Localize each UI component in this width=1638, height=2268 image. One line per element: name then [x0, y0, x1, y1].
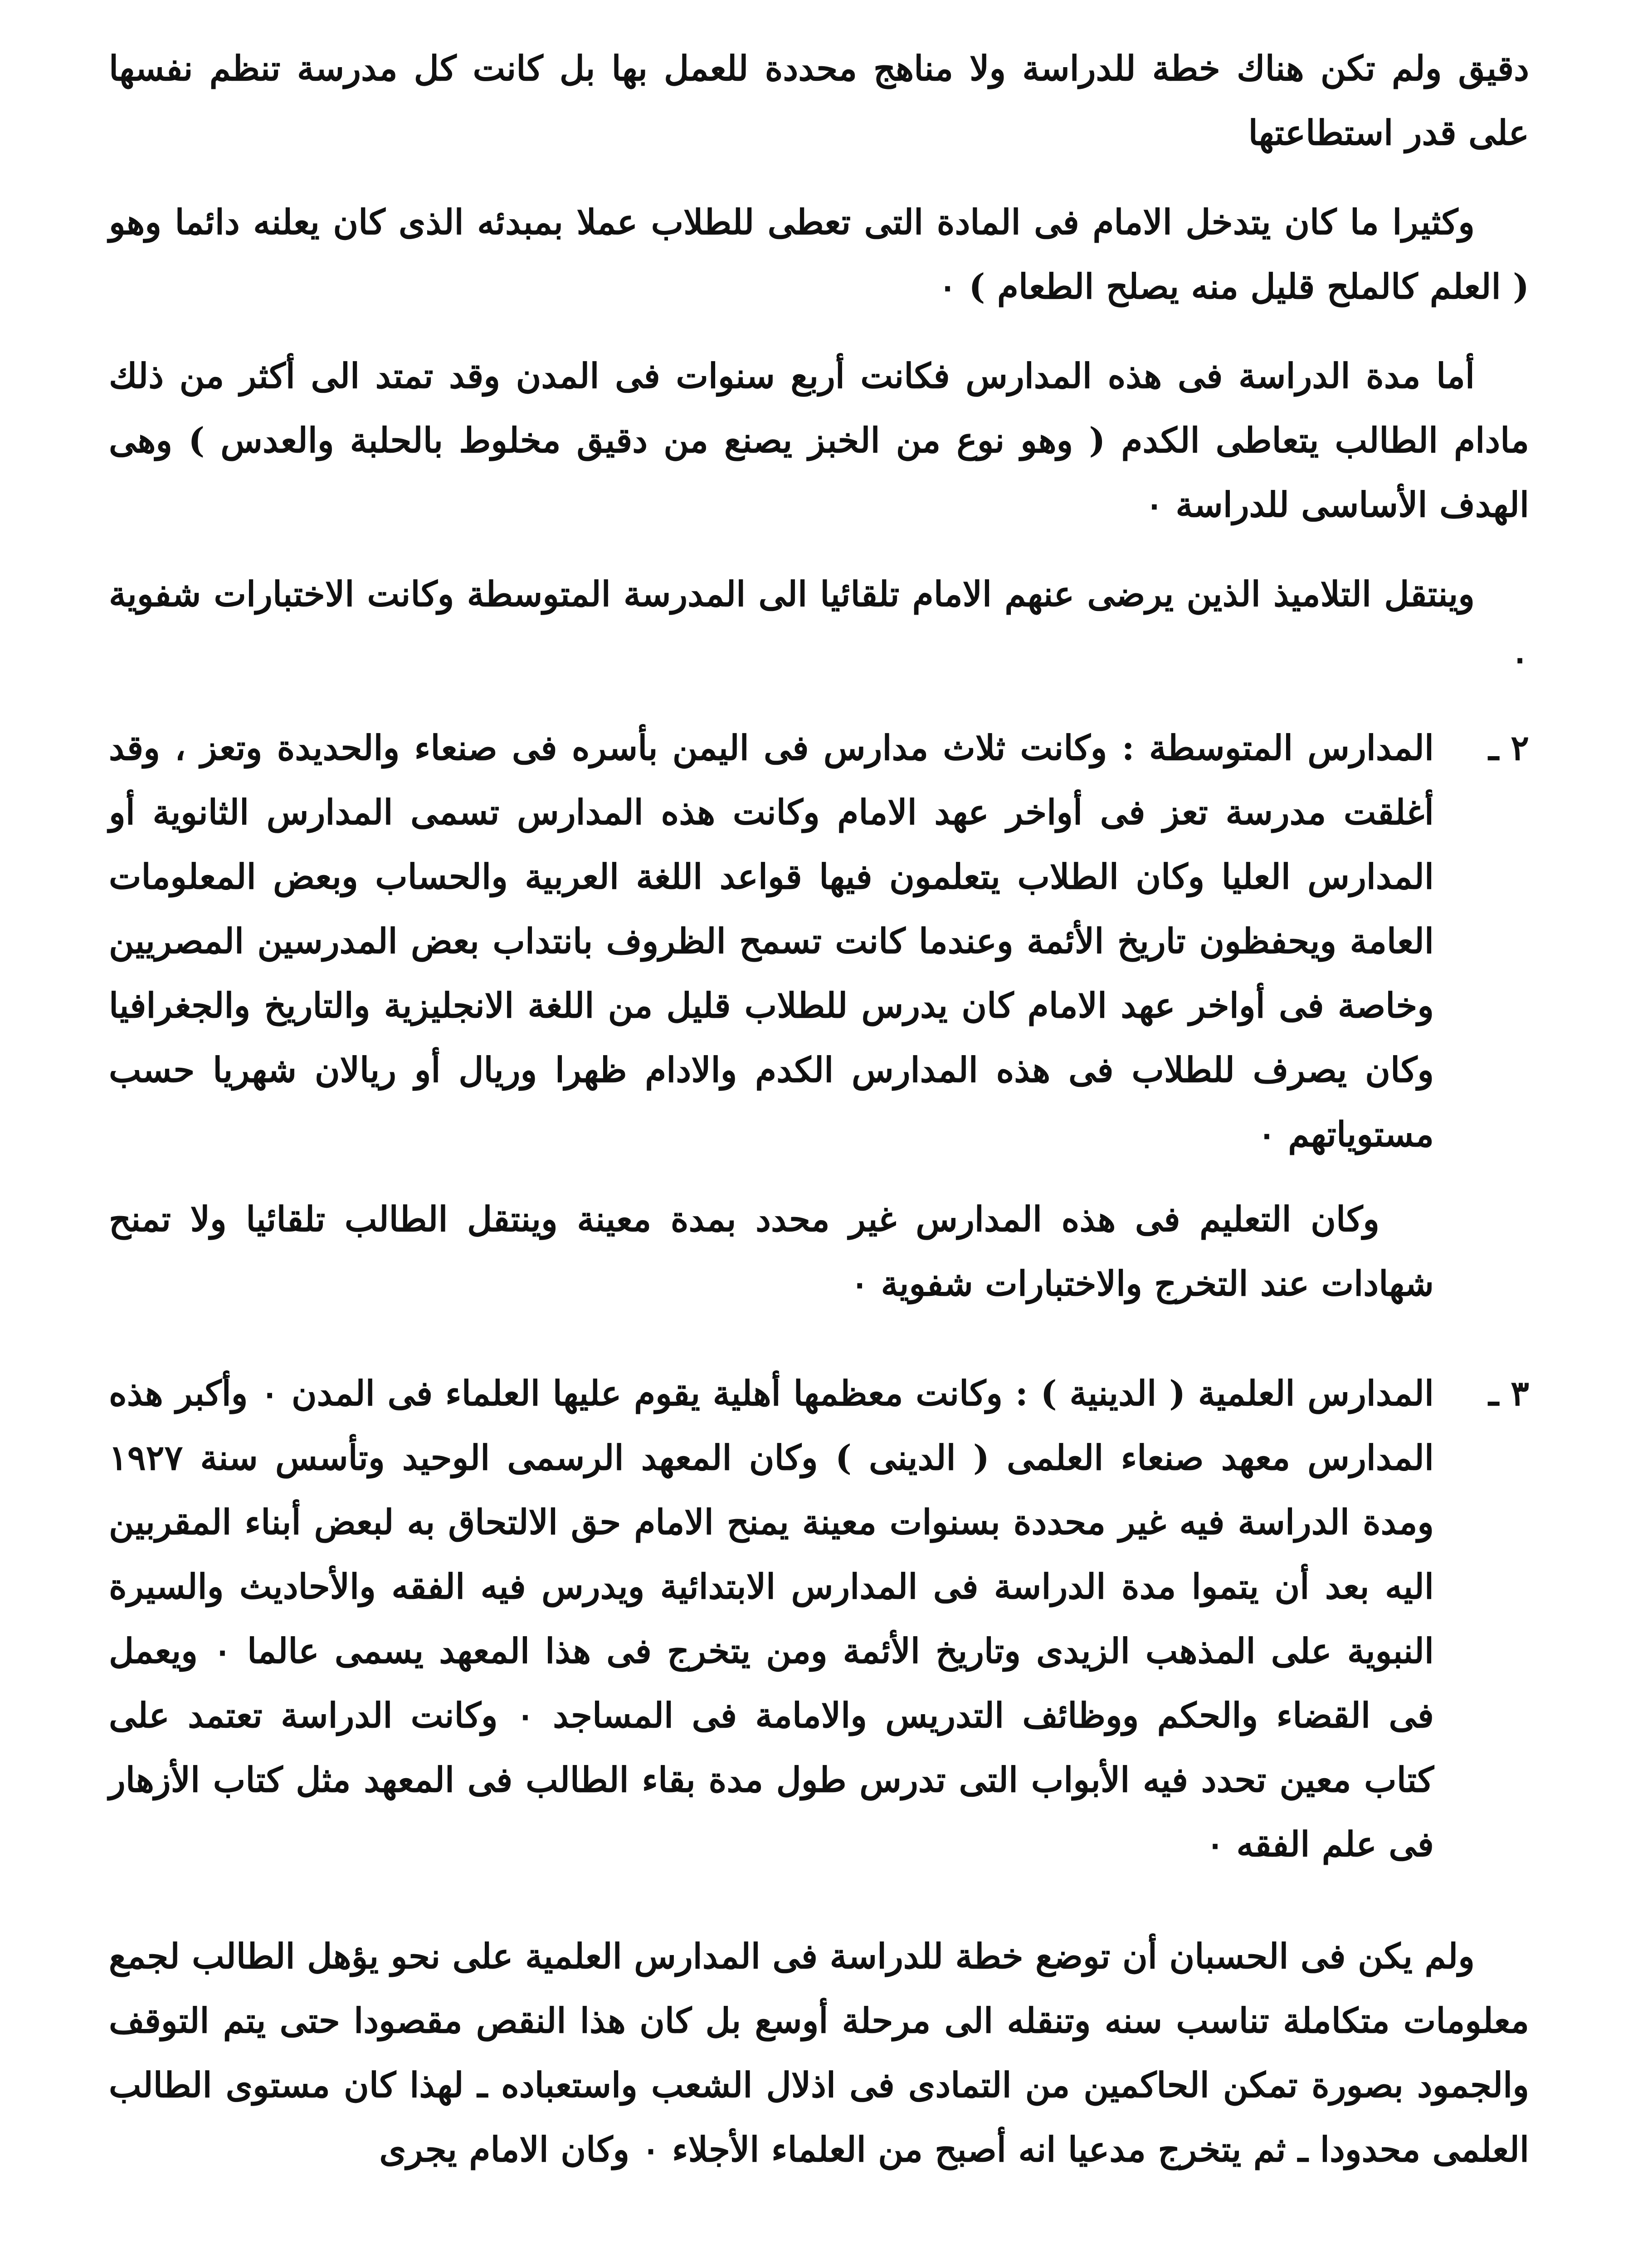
section-2-paragraph-1 [109, 716, 1434, 1167]
section-3-body [109, 1361, 1434, 1897]
section-3-text: وكانت معظمها أهلية يقوم عليها العلماء فى المدن ٠ وأكبر هذه المدارس معهد صنعاء العلمى ( الدينى ) وكان المعهد الرسمى الوحيد وتأسس سنة ١٩٢٧ ومدة الدراسة فيه غير محددة بسنوات معينة يمنح الامام حق الالتحاق به لبعض أبناء المقربين اليه بعد أن يتموا مدة الدراسة فى المدارس الابتدائية ويدرس فيه الفقه والأحاديث والسيرة النبوية على المذهب الزيدى وتاريخ الأئمة ومن يتخرج فى هذا المعهد يسمى عالما ٠ ويعمل فى القضاء والحكم ووظائف التدريس والامامة فى المساجد ٠ وكانت الدراسة تعتمد على كتاب معين تحدد فيه الأبواب التى تدرس طول مدة بقاء الطالب فى المعهد مثل كتاب الأزهار فى علم الفقه ٠ [109, 1373, 1434, 1864]
section-2-body [109, 716, 1434, 1336]
intro-paragraph-4: وينتقل التلاميذ الذين يرضى عنهم الامام تلقائيا الى المدرسة المتوسطة وكانت الاختبارات شفوية ٠ [109, 574, 1529, 679]
intro-block [109, 36, 1529, 691]
section-3-heading: المدارس العلمية ( الدينية ) : [1015, 1373, 1434, 1413]
intro-paragraph-1: دقيق ولم تكن هناك خطة للدراسة ولا مناهج محددة للعمل بها بل كانت كل مدرسة تنظم نفسها على قدر استطاعتها [109, 48, 1529, 153]
section-2-paragraph-2: وكان التعليم فى هذه المدارس غير محدد بمدة معينة وينتقل الطالب تلقائيا ولا تمنح شهادات عند التخرج والاختبارات شفوية ٠ [109, 1199, 1434, 1304]
intro-paragraph-2: وكثيرا ما كان يتدخل الامام فى المادة التى تعطى للطلاب عملا بمبدئه الذى كان يعلنه دائما وهو ( العلم كالملح قليل منه يصلح الطعام ) ٠ [109, 202, 1529, 307]
section-3-marker: ٣ ـ [1488, 1373, 1529, 1413]
intro-paragraph-3: أما مدة الدراسة فى هذه المدارس فكانت أربع سنوات فى المدن وقد تمتد الى أكثر من ذلك مادام الطالب يتعاطى الكدم ( وهو نوع من الخبز يصنع من دقيق مخلوط بالحلبة والعدس ) وهى الهدف الأساسى للدراسة ٠ [109, 356, 1529, 525]
section-2-heading: المدارس المتوسطة : [1121, 728, 1434, 768]
section-religious-schools [109, 1361, 1529, 1897]
section-middle-schools [109, 716, 1529, 1336]
section-2-text: وكانت ثلاث مدارس فى اليمن بأسره فى صنعاء والحديدة وتعز ، وقد أغلقت مدرسة تعز فى أواخر عهد الامام وكانت هذه المدارس تسمى المدارس الثانوية أو المدارس العليا وكان الطلاب يتعلمون فيها قواعد اللغة العربية والحساب وبعض المعلومات العامة ويحفظون تاريخ الأئمة وعندما كانت تسمح الظروف بانتداب بعض المدرسين المصريين وخاصة فى أواخر عهد الامام كان يدرس للطلاب قليل من اللغة الانجليزية والتاريخ والجغرافيا وكان يصرف للطلاب فى هذه المدارس الكدم والادام ظهرا وريال أو ريالان شهريا حسب مستوياتهم ٠ [109, 728, 1434, 1154]
section-3-paragraph-1 [109, 1361, 1434, 1877]
closing-paragraph: ولم يكن فى الحسبان أن توضع خطة للدراسة فى المدارس العلمية على نحو يؤهل الطالب لجمع معلومات متكاملة تناسب سنه وتنقله الى مرحلة أوسع بل كان هذا النقص مقصودا حتى يتم التوقف والجمود بصورة تمكن الحاكمين من التمادى فى اذلال الشعب واستعباده ـ لهذا كان مستوى الطالب العلمى محدودا ـ ثم يتخرج مدعيا انه أصبح من العلماء الأجلاء ٠ وكان الامام يجرى [109, 1936, 1529, 2170]
section-2-marker: ٢ ـ [1488, 728, 1529, 768]
